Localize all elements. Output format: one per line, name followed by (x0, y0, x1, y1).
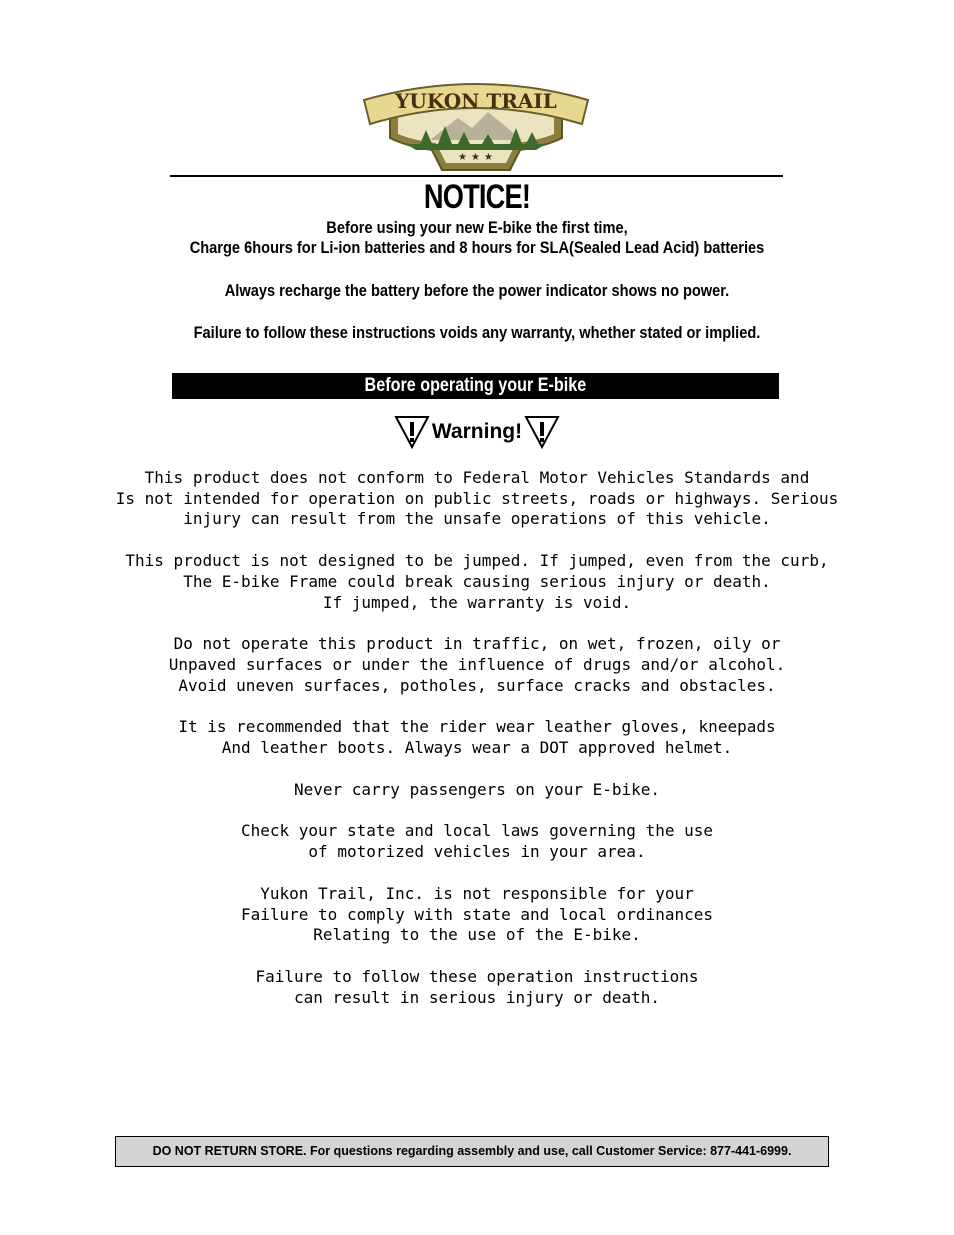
paragraph-line: Yukon Trail, Inc. is not responsible for your (260, 883, 694, 903)
paragraph-line: Do not operate this product in traffic, on wet, frozen, oily or (173, 634, 781, 654)
paragraph-line: Unpaved surfaces or under the influence of drugs and/or alcohol. (168, 654, 786, 674)
footer-notice-box (115, 1136, 829, 1167)
footer-notice-text: DO NOT RETURN STORE. For questions regarding assembly and use, call Customer Service: 877-441-6999. (152, 1144, 792, 1158)
paragraph-line: Is not intended for operation on public streets, roads or highways. Serious (115, 488, 839, 508)
section-header-bar (172, 373, 779, 399)
paragraph-line: Never carry passengers on your E-bike. (293, 779, 661, 799)
paragraph-line: Avoid uneven surfaces, potholes, surface cracks and obstacles. (178, 675, 776, 695)
svg-text:★: ★ (471, 152, 480, 163)
warning-paragraph (0, 821, 954, 862)
notice-line-first-use: Before using your new E-bike the first time, (326, 218, 628, 237)
warning-paragraph (0, 468, 954, 530)
paragraph-line: of motorized vehicles in your area. (308, 842, 646, 862)
paragraph-line: Failure to follow these operation instructions (255, 966, 699, 986)
warning-paragraph (0, 884, 954, 946)
paragraph-line: This product is not designed to be jumped. If jumped, even from the curb, (125, 551, 829, 571)
warning-paragraph (0, 780, 954, 801)
paragraph-line: Relating to the use of the E-bike. (313, 925, 641, 945)
paragraph-line: The E-bike Frame could break causing serious injury or death. (183, 571, 771, 591)
warning-body (0, 468, 954, 1029)
paragraph-line: It is recommended that the rider wear leather gloves, kneepads (178, 717, 776, 737)
paragraph-line: And leather boots. Always wear a DOT approved helmet. (221, 738, 733, 758)
paragraph-line: injury can result from the unsafe operations of this vehicle. (183, 509, 771, 529)
section-title: Before operating your E-bike (364, 375, 587, 396)
warning-label: Warning! (431, 420, 523, 443)
warning-paragraph (0, 551, 954, 613)
paragraph-line: Check your state and local laws governing the use (240, 821, 713, 841)
notice-line-recharge: Always recharge the battery before the power indicator shows no power. (224, 281, 730, 300)
yukon-trail-logo (360, 78, 592, 176)
paragraph-line: Failure to comply with state and local ordinances (240, 904, 713, 924)
paragraph-line: This product does not conform to Federal Motor Vehicles Standards and (144, 468, 810, 487)
notice-title: NOTICE! (423, 178, 531, 216)
notice-line-warranty: Failure to follow these instructions voids any warranty, whether stated or implied. (193, 323, 761, 342)
warning-paragraph (0, 967, 954, 1008)
svg-text:★: ★ (484, 152, 493, 163)
warning-triangle-icon (524, 415, 560, 449)
paragraph-line: If jumped, the warranty is void. (322, 592, 632, 612)
notice-line-charge: Charge 6hours for Li-ion batteries and 8 hours for SLA(Sealed Lead Acid) batteries (189, 238, 765, 257)
warning-paragraph (0, 717, 954, 758)
svg-text:★: ★ (458, 152, 467, 163)
paragraph-line: can result in serious injury or death. (293, 987, 661, 1007)
logo-brand-text: YUKON TRAIL (395, 89, 557, 113)
warning-triangle-icon (394, 415, 430, 449)
warning-paragraph (0, 634, 954, 696)
warning-row (0, 412, 954, 452)
